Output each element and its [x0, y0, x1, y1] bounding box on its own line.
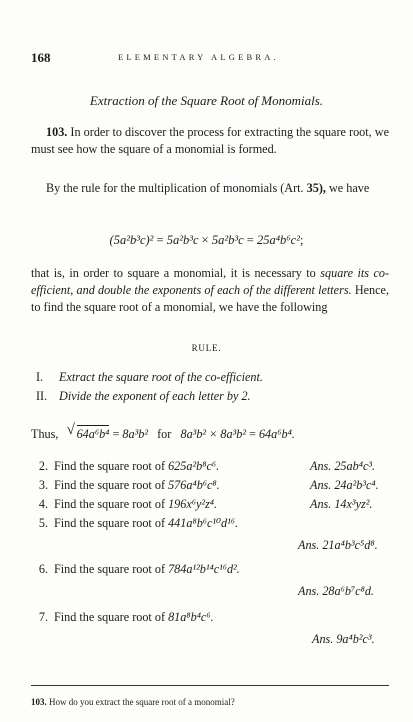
example-7 [31, 610, 214, 625]
example-2 [31, 459, 219, 474]
example-prompt: Find the square root of [54, 459, 166, 473]
para3-italic: square its co-efficient, and double the exponents of each of the different letters. [31, 266, 390, 297]
eq-end: ; [299, 233, 304, 247]
example-number: 4. [38, 497, 48, 511]
example-5 [31, 516, 238, 531]
example-expression: 784a¹²b¹⁴c¹⁶d². [168, 562, 240, 576]
times-sign: × [201, 233, 209, 247]
answer-5 [298, 538, 378, 553]
example-prompt: Find the square root of [54, 610, 166, 624]
eq-sign: = [156, 233, 164, 247]
eq-term2: 5a²b³c [211, 233, 244, 247]
rule-item-1 [36, 370, 263, 385]
answer-label: Ans. [312, 632, 334, 646]
answer-value: 25ab⁴c³. [334, 459, 376, 473]
eq-term1: 5a²b³c [166, 233, 199, 247]
example-expression: 625a²b⁸c⁶. [168, 459, 220, 473]
answer-6 [298, 584, 374, 599]
answer-label: Ans. [298, 538, 320, 552]
para2-text-a: By the rule for the multiplication of monomials (Art. [46, 181, 304, 195]
example-number: 7. [38, 610, 48, 624]
footnote-divider [31, 685, 389, 686]
answer-label: Ans. [310, 478, 332, 492]
example-prompt: Find the square root of [54, 562, 166, 576]
answer-value: 14x³yz². [334, 497, 373, 511]
thus-for: for [157, 427, 172, 441]
eq-sign-2: = [249, 427, 256, 441]
article-number: 103. [46, 125, 68, 139]
example-expression: 576a⁴b⁶c⁸. [168, 478, 220, 492]
rule-item-number: I. [36, 370, 44, 384]
example-prompt: Find the square root of [54, 497, 166, 511]
thus-lead: Thus, [31, 427, 59, 441]
answer-7 [312, 632, 375, 647]
article-103-paragraph [31, 124, 389, 158]
multiplication-paragraph [31, 180, 389, 197]
eq-sign-2: = [246, 233, 254, 247]
square-equation [0, 233, 413, 248]
example-expression: 441a⁸b⁶c¹⁰d¹⁶. [168, 516, 239, 530]
example-prompt: Find the square root of [54, 516, 166, 530]
footnote-number: 103. [31, 697, 47, 707]
square-rule-paragraph [31, 265, 389, 316]
example-number: 3. [38, 478, 48, 492]
footnote-question: How do you extract the square root of a monomial? [49, 697, 235, 707]
example-prompt: Find the square root of [54, 478, 166, 492]
answer-label: Ans. [310, 459, 332, 473]
rule-heading: RULE. [191, 343, 222, 353]
thus-check-result: 64a⁶b⁴. [258, 427, 295, 441]
answer-2 [310, 459, 375, 474]
para3-lead: that is, in order to square a monomial, it is necessary to [31, 266, 316, 280]
example-3 [31, 478, 220, 493]
example-number: 5. [38, 516, 48, 530]
answer-value: 24a²b³c⁴. [334, 478, 379, 492]
answer-4 [310, 497, 372, 512]
section-title: Extraction of the Square Root of Monomials. [89, 93, 324, 108]
article-text: In order to discover the process for extracting the square root, we must see how the square of a monomial is formed. [31, 125, 389, 156]
rule-item-text: Divide the exponent of each letter by 2. [59, 389, 251, 403]
eq-sign: = [112, 427, 120, 441]
thus-check: 8a³b² × 8a³b² [180, 427, 246, 441]
page-number: 168 [31, 50, 51, 65]
footnote [31, 697, 235, 707]
art-reference: 35), [306, 181, 326, 195]
example-expression: 81a⁸b⁴c⁶. [168, 610, 214, 624]
example-4 [31, 497, 217, 512]
rule-item-text: Extract the square root of the co-efficient. [59, 370, 263, 384]
running-title: ELEMENTARY ALGEBRA. [118, 52, 279, 62]
rule-item-number: II. [36, 389, 48, 403]
eq-lhs: (5a²b³c)² [109, 233, 154, 247]
answer-value: 21a⁴b³c⁵d⁸. [322, 538, 378, 552]
para3-tail: Hence, to find the square root of a monomial, we have the following [31, 283, 390, 314]
example-expression: 196x⁶y²z⁴. [168, 497, 218, 511]
example-6 [31, 562, 240, 577]
example-number: 6. [38, 562, 48, 576]
para2-text-b: we have [328, 181, 370, 195]
example-number: 2. [38, 459, 48, 473]
radical-sign [68, 425, 110, 442]
radicand: 64a⁶b⁴ [76, 427, 110, 441]
eq-rhs: 25a⁴b⁶c² [256, 233, 300, 247]
answer-3 [310, 478, 379, 493]
rule-item-2 [36, 389, 251, 404]
answer-value: 28a⁶b⁷c⁸d. [322, 584, 374, 598]
thus-example [31, 425, 295, 442]
answer-label: Ans. [310, 497, 332, 511]
thus-result: 8a³b² [122, 427, 148, 441]
answer-value: 9a⁴b²c³. [336, 632, 375, 646]
answer-label: Ans. [298, 584, 320, 598]
